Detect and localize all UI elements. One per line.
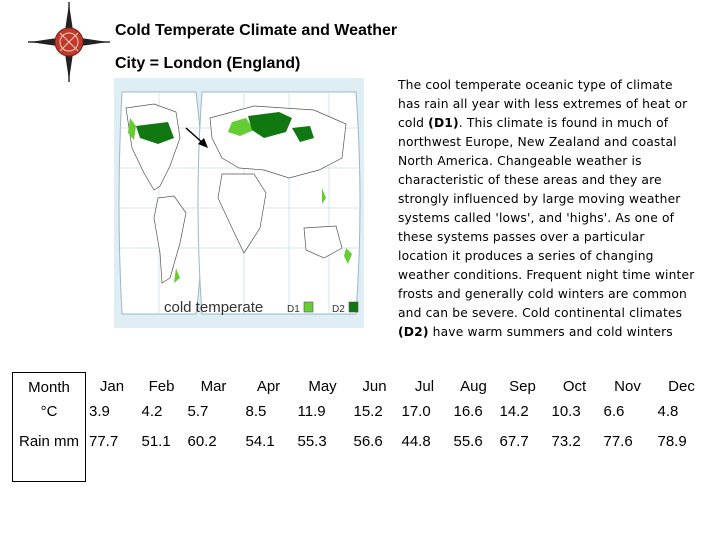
- legend-d1-swatch: [304, 302, 313, 312]
- table-row: [13, 429, 709, 482]
- month-cell: Apr: [256, 378, 281, 396]
- month-cell: Mar: [200, 378, 227, 396]
- rain-cell: 54.1: [245, 433, 275, 450]
- temp-cell: 5.7: [187, 403, 209, 420]
- temp-cell: 10.3: [551, 403, 581, 420]
- temp-cell: 3.9: [89, 403, 110, 420]
- legend-d1-label: D1: [287, 304, 300, 315]
- month-cell: Jun: [362, 378, 387, 396]
- temp-cell: 15.2: [353, 403, 383, 420]
- month-cell: Aug: [460, 378, 487, 396]
- rain-cell: 73.2: [551, 433, 581, 450]
- legend-d2-label: D2: [332, 304, 345, 315]
- rain-cell: 56.6: [353, 433, 383, 450]
- rain-cell: 60.2: [187, 433, 217, 450]
- month-cell: Sep: [509, 378, 536, 396]
- month-cell: Dec: [668, 378, 695, 396]
- compass-rose-icon: [28, 2, 110, 82]
- temp-cell: 4.8: [657, 403, 679, 420]
- rain-cell: 51.1: [141, 433, 171, 450]
- rain-cell: 44.8: [401, 433, 431, 450]
- table-row: [13, 401, 709, 429]
- page-title: Cold Temperate Climate and Weather: [115, 22, 398, 39]
- month-cell: Feb: [148, 378, 175, 396]
- rain-cell: 77.7: [89, 433, 119, 450]
- table-row: [13, 373, 709, 402]
- month-cell: Nov: [614, 378, 641, 396]
- month-header-label: Month: [13, 373, 86, 402]
- rain-cell: 55.6: [453, 433, 483, 450]
- rain-cell: 67.7: [499, 433, 529, 450]
- temp-cell: 8.5: [245, 403, 267, 420]
- rain-cell: 78.9: [657, 433, 687, 450]
- temp-cell: 4.2: [141, 403, 163, 420]
- climate-table: [12, 372, 709, 482]
- rain-cell: 55.3: [297, 433, 327, 450]
- month-cell: Jul: [414, 378, 435, 396]
- month-cell: Jan: [99, 378, 125, 396]
- rain-label: Rain mm: [13, 429, 86, 482]
- temp-label: °C: [13, 401, 86, 429]
- legend-d2-swatch: [349, 302, 358, 312]
- climate-description: The cool temperate oceanic type of climate has rain all year with less extremes of heat or cold (D1). This climate is found in much of northwest Europe, New Zealand and coastal North America. Changeable weather is characteristic of these areas and they are strongly influenced by large moving weather systems called 'lows', and 'highs'. As one of these systems passes over a particular location it produces a series of changing weather conditions. Frequent night time winter frosts and generally cold winters are common and can be severe. Cold continental climates (D2) have warm summers and cold winters: [398, 78, 695, 339]
- temp-cell: 17.0: [401, 403, 431, 420]
- month-cell: May: [308, 378, 337, 396]
- legend-title: cold temperate: [164, 299, 264, 316]
- temp-cell: 14.2: [499, 403, 529, 420]
- temp-cell: 6.6: [603, 403, 625, 420]
- month-cell: Oct: [562, 378, 587, 396]
- temp-cell: 16.6: [453, 403, 483, 420]
- page-subtitle: City = London (England): [115, 55, 301, 72]
- climate-world-map: [114, 78, 364, 328]
- rain-cell: 77.6: [603, 433, 633, 450]
- temp-cell: 11.9: [297, 403, 326, 420]
